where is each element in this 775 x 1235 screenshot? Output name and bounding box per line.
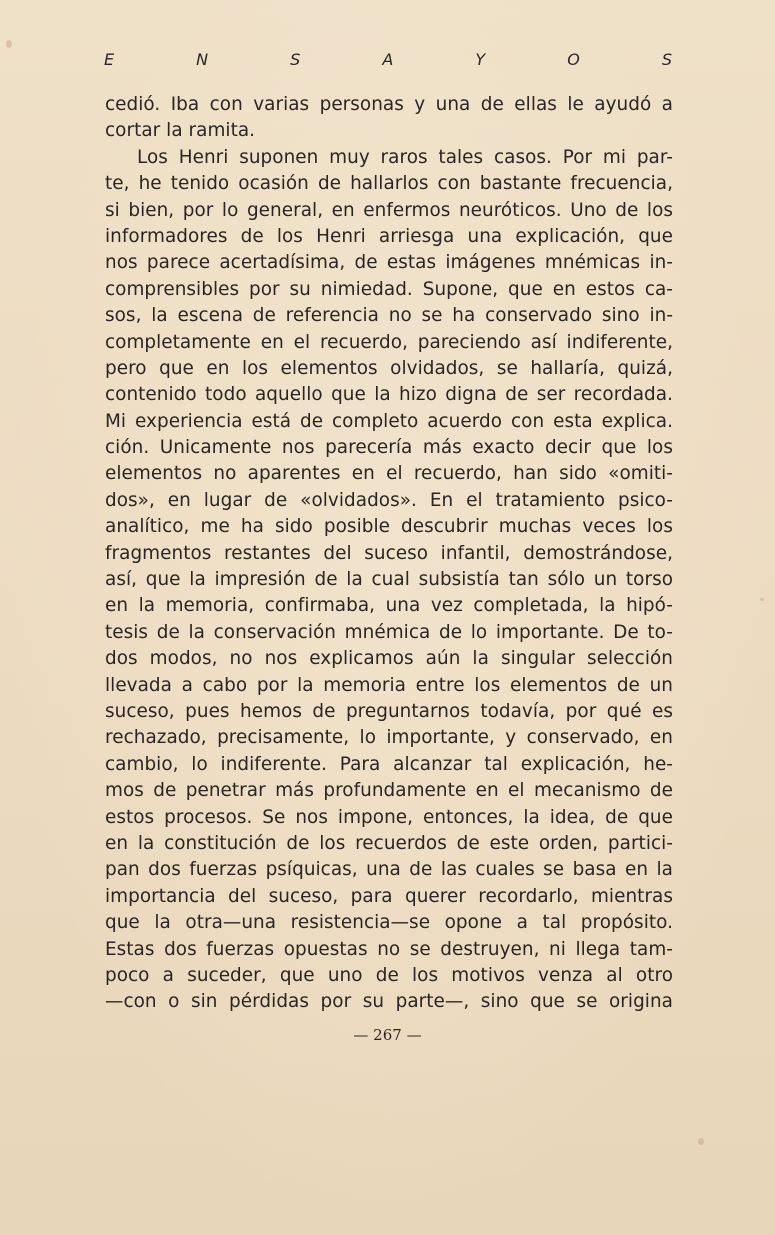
text-line: dos», en lugar de «olvidados». En el tratamiento psico-: [105, 489, 673, 511]
text-line: pan dos fuerzas psíquicas, una de las cuales se basa en la: [105, 859, 673, 881]
text-line: analítico, me ha sido posible descubrir muchas veces los: [105, 516, 673, 538]
text-line: informadores de los Henri arriesga una explicación, que: [105, 225, 673, 247]
body-text: [105, 92, 673, 1016]
header-letter: Y: [475, 50, 486, 69]
text-line: estos procesos. Se nos impone, entonces, la idea, de que: [105, 806, 673, 828]
text-line: contenido todo aquello que la hizo digna de ser recordada.: [105, 384, 673, 406]
text-line: tesis de la conservación mnémica de lo importante. De to-: [105, 621, 673, 643]
text-line: mos de penetrar más profundamente en el mecanismo de: [105, 780, 673, 802]
text-line: completamente en el recuerdo, pareciendo así indiferente,: [105, 331, 673, 353]
text-line: en la memoria, confirmaba, una vez completada, la hipó-: [105, 595, 673, 617]
header-letter: E: [104, 50, 115, 69]
text-line: llevada a cabo por la memoria entre los elementos de un: [105, 674, 673, 696]
text-line: fragmentos restantes del suceso infantil, demostrándose,: [105, 542, 673, 564]
text-line: nos parece acertadísima, de estas imágenes mnémicas in-: [105, 252, 673, 274]
text-line: cedió. Iba con varias personas y una de ellas le ayudó a: [105, 94, 673, 115]
text-line: comprensibles por su nimiedad. Supone, que en estos ca-: [105, 278, 673, 300]
page-number: — 267 —: [353, 1026, 422, 1044]
text-line: suceso, pues hemos de preguntarnos todavía, por qué es: [105, 700, 673, 722]
header-letter: O: [567, 50, 580, 69]
text-line: dos modos, no nos explicamos aún la singular selección: [105, 648, 673, 670]
text-line: poco a suceder, que uno de los motivos venza al otro: [105, 964, 673, 986]
header-letter: A: [382, 50, 394, 69]
header-letter: S: [290, 50, 301, 69]
text-line: cambio, lo indiferente. Para alcanzar tal explicación, he-: [105, 753, 673, 775]
text-line: ción. Unicamente nos parecería más exacto decir que los: [105, 437, 673, 459]
paper-speck: [760, 598, 764, 601]
paper-speck: [6, 40, 12, 48]
text-line: si bien, por lo general, en enfermos neuróticos. Uno de los: [105, 199, 673, 221]
text-line: pero que en los elementos olvidados, se hallaría, quizá,: [105, 357, 673, 379]
text-line: elementos no aparentes en el recuerdo, han sido «omiti-: [105, 463, 673, 485]
header-letter: N: [196, 50, 209, 69]
header-letter: S: [661, 50, 672, 69]
text-line: que la otra—una resistencia—se opone a tal propósito.: [105, 912, 673, 934]
text-line: cortar la ramita.: [105, 120, 256, 142]
text-line: sos, la escena de referencia no se ha conservado sino in-: [105, 305, 673, 327]
text-line: Estas dos fuerzas opuestas no se destruyen, ni llega tam-: [105, 938, 673, 960]
text-line: —con o sin pérdidas por su parte—, sino que se origina: [105, 991, 673, 1013]
text-line: en la constitución de los recuerdos de este orden, partici-: [105, 832, 673, 854]
text-line: Los Henri suponen muy raros tales casos. Por mi par-: [137, 146, 673, 168]
paper-speck: [698, 1138, 704, 1145]
text-line: Mi experiencia está de completo acuerdo con esta explica.: [105, 410, 673, 432]
text-line: rechazado, precisamente, lo importante, y conservado, en: [105, 727, 673, 749]
text-line: te, he tenido ocasión de hallarlos con bastante frecuencia,: [105, 173, 673, 195]
text-line: así, que la impresión de la cual subsistía tan sólo un torso: [105, 569, 673, 591]
running-header: [104, 50, 672, 72]
text-line: importancia del suceso, para querer recordarlo, mientras: [105, 885, 673, 907]
